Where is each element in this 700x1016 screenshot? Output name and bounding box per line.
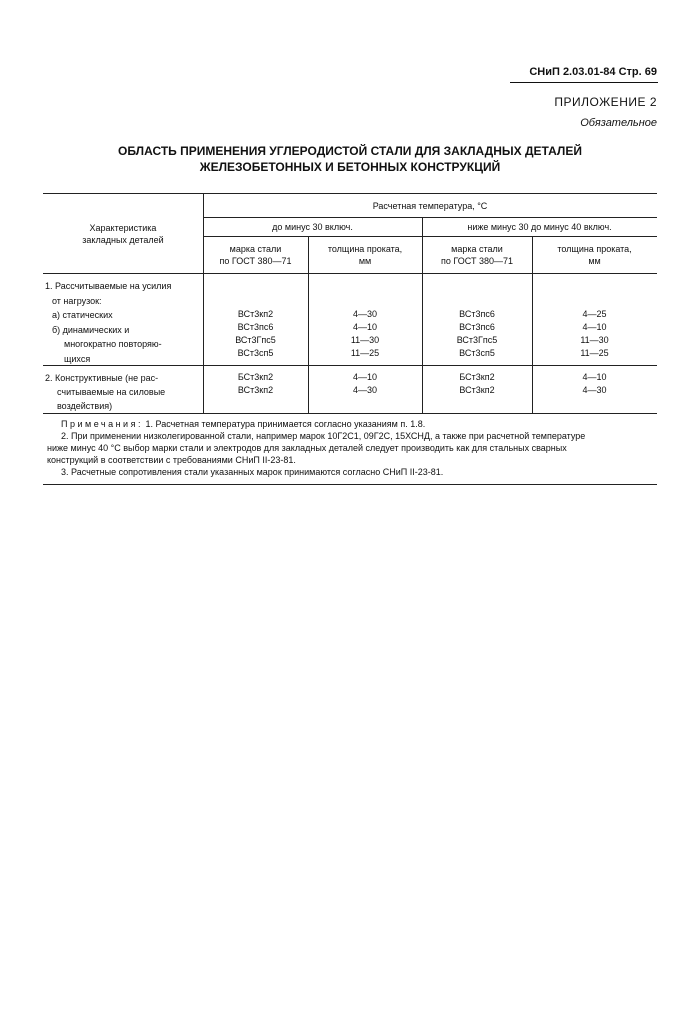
column-header-characteristic: Характеристика закладных деталей <box>82 223 164 245</box>
column-header-thickness: толщина проката, мм <box>327 244 403 266</box>
document-reference: СНиП 2.03.01-84 Стр. 69 <box>529 66 657 78</box>
appendix-label: ПРИЛОЖЕНИЕ 2 <box>554 95 657 109</box>
column-header-grade: марка стали по ГОСТ 380—71 <box>219 244 292 266</box>
thickness-column: 4—10 4—30 <box>582 372 607 395</box>
note-1: Примечания: 1. Расчетная температура принимается согласно указаниям п. 1.8. <box>61 419 426 429</box>
column-header-range-1: до минус 30 включ. <box>272 222 353 232</box>
note-3: 3. Расчетные сопротивления стали указанных марок принимаются согласно СНиП II-23-81. <box>61 467 444 477</box>
thickness-column: 4—25 4—10 11—30 11—25 <box>580 309 609 358</box>
grade-column: ВСт3кп2 ВСт3пс6 ВСт3Гпс5 ВСт3сп5 <box>235 309 276 358</box>
row-characteristic: 2. Конструктивные (не рас- считываемые на силовые воздействия) <box>45 373 166 411</box>
thickness-column: 4—10 4—30 <box>352 372 378 395</box>
note-2-line-1: 2. При применении низколегированной стали, например марок 10Г2С1, 09Г2С, 15ХСНД, а также при расчетной температуре <box>61 431 586 441</box>
grade-column: БСт3кп2 ВСт3кп2 <box>237 372 274 395</box>
column-header-design-temp: Расчетная температура, °С <box>372 201 488 211</box>
title-line-2: ЖЕЛЕЗОБЕТОННЫХ И БЕТОННЫХ КОНСТРУКЦИЙ <box>199 160 501 174</box>
column-header-range-2: ниже минус 30 до минус 40 включ. <box>467 222 612 232</box>
notes-section <box>47 418 657 478</box>
table-rule <box>203 217 657 218</box>
table-header-rule <box>43 273 657 274</box>
page-title <box>60 143 640 175</box>
title-line-1: ОБЛАСТЬ ПРИМЕНЕНИЯ УГЛЕРОДИСТОЙ СТАЛИ ДЛЯ ЗАКЛАДНЫХ ДЕТАЛЕЙ <box>118 144 582 158</box>
table-top-rule <box>43 193 657 194</box>
thickness-column: 4—30 4—10 11—30 11—25 <box>350 309 380 358</box>
note-2-line-3: конструкций в соответствии с требованиями СНиП II-23-81. <box>47 455 296 465</box>
mandatory-label: Обязательное <box>580 117 657 129</box>
grade-column: ВСт3пс6 ВСт3пс6 ВСт3Гпс5 ВСт3сп5 <box>456 309 498 358</box>
notes-label: Примечания: <box>61 419 143 429</box>
column-header-thickness: толщина проката, мм <box>557 244 632 266</box>
header-rule <box>510 82 658 83</box>
note-2-line-2: ниже минус 40 °С выбор марки стали и электродов для закладных деталей следует производить как для стальных сварных <box>47 443 567 453</box>
notes-bottom-rule <box>43 484 657 485</box>
table-rule <box>203 236 657 237</box>
row-characteristic: 1. Рассчитываемые на усилия от нагрузок: а) статических б) динамических и многократно повторяю- щихся <box>45 281 172 364</box>
table-bottom-rule <box>43 413 657 414</box>
column-header-grade: марка стали по ГОСТ 380—71 <box>441 244 513 266</box>
grade-column: БСт3кп2 ВСт3кп2 <box>459 372 495 395</box>
